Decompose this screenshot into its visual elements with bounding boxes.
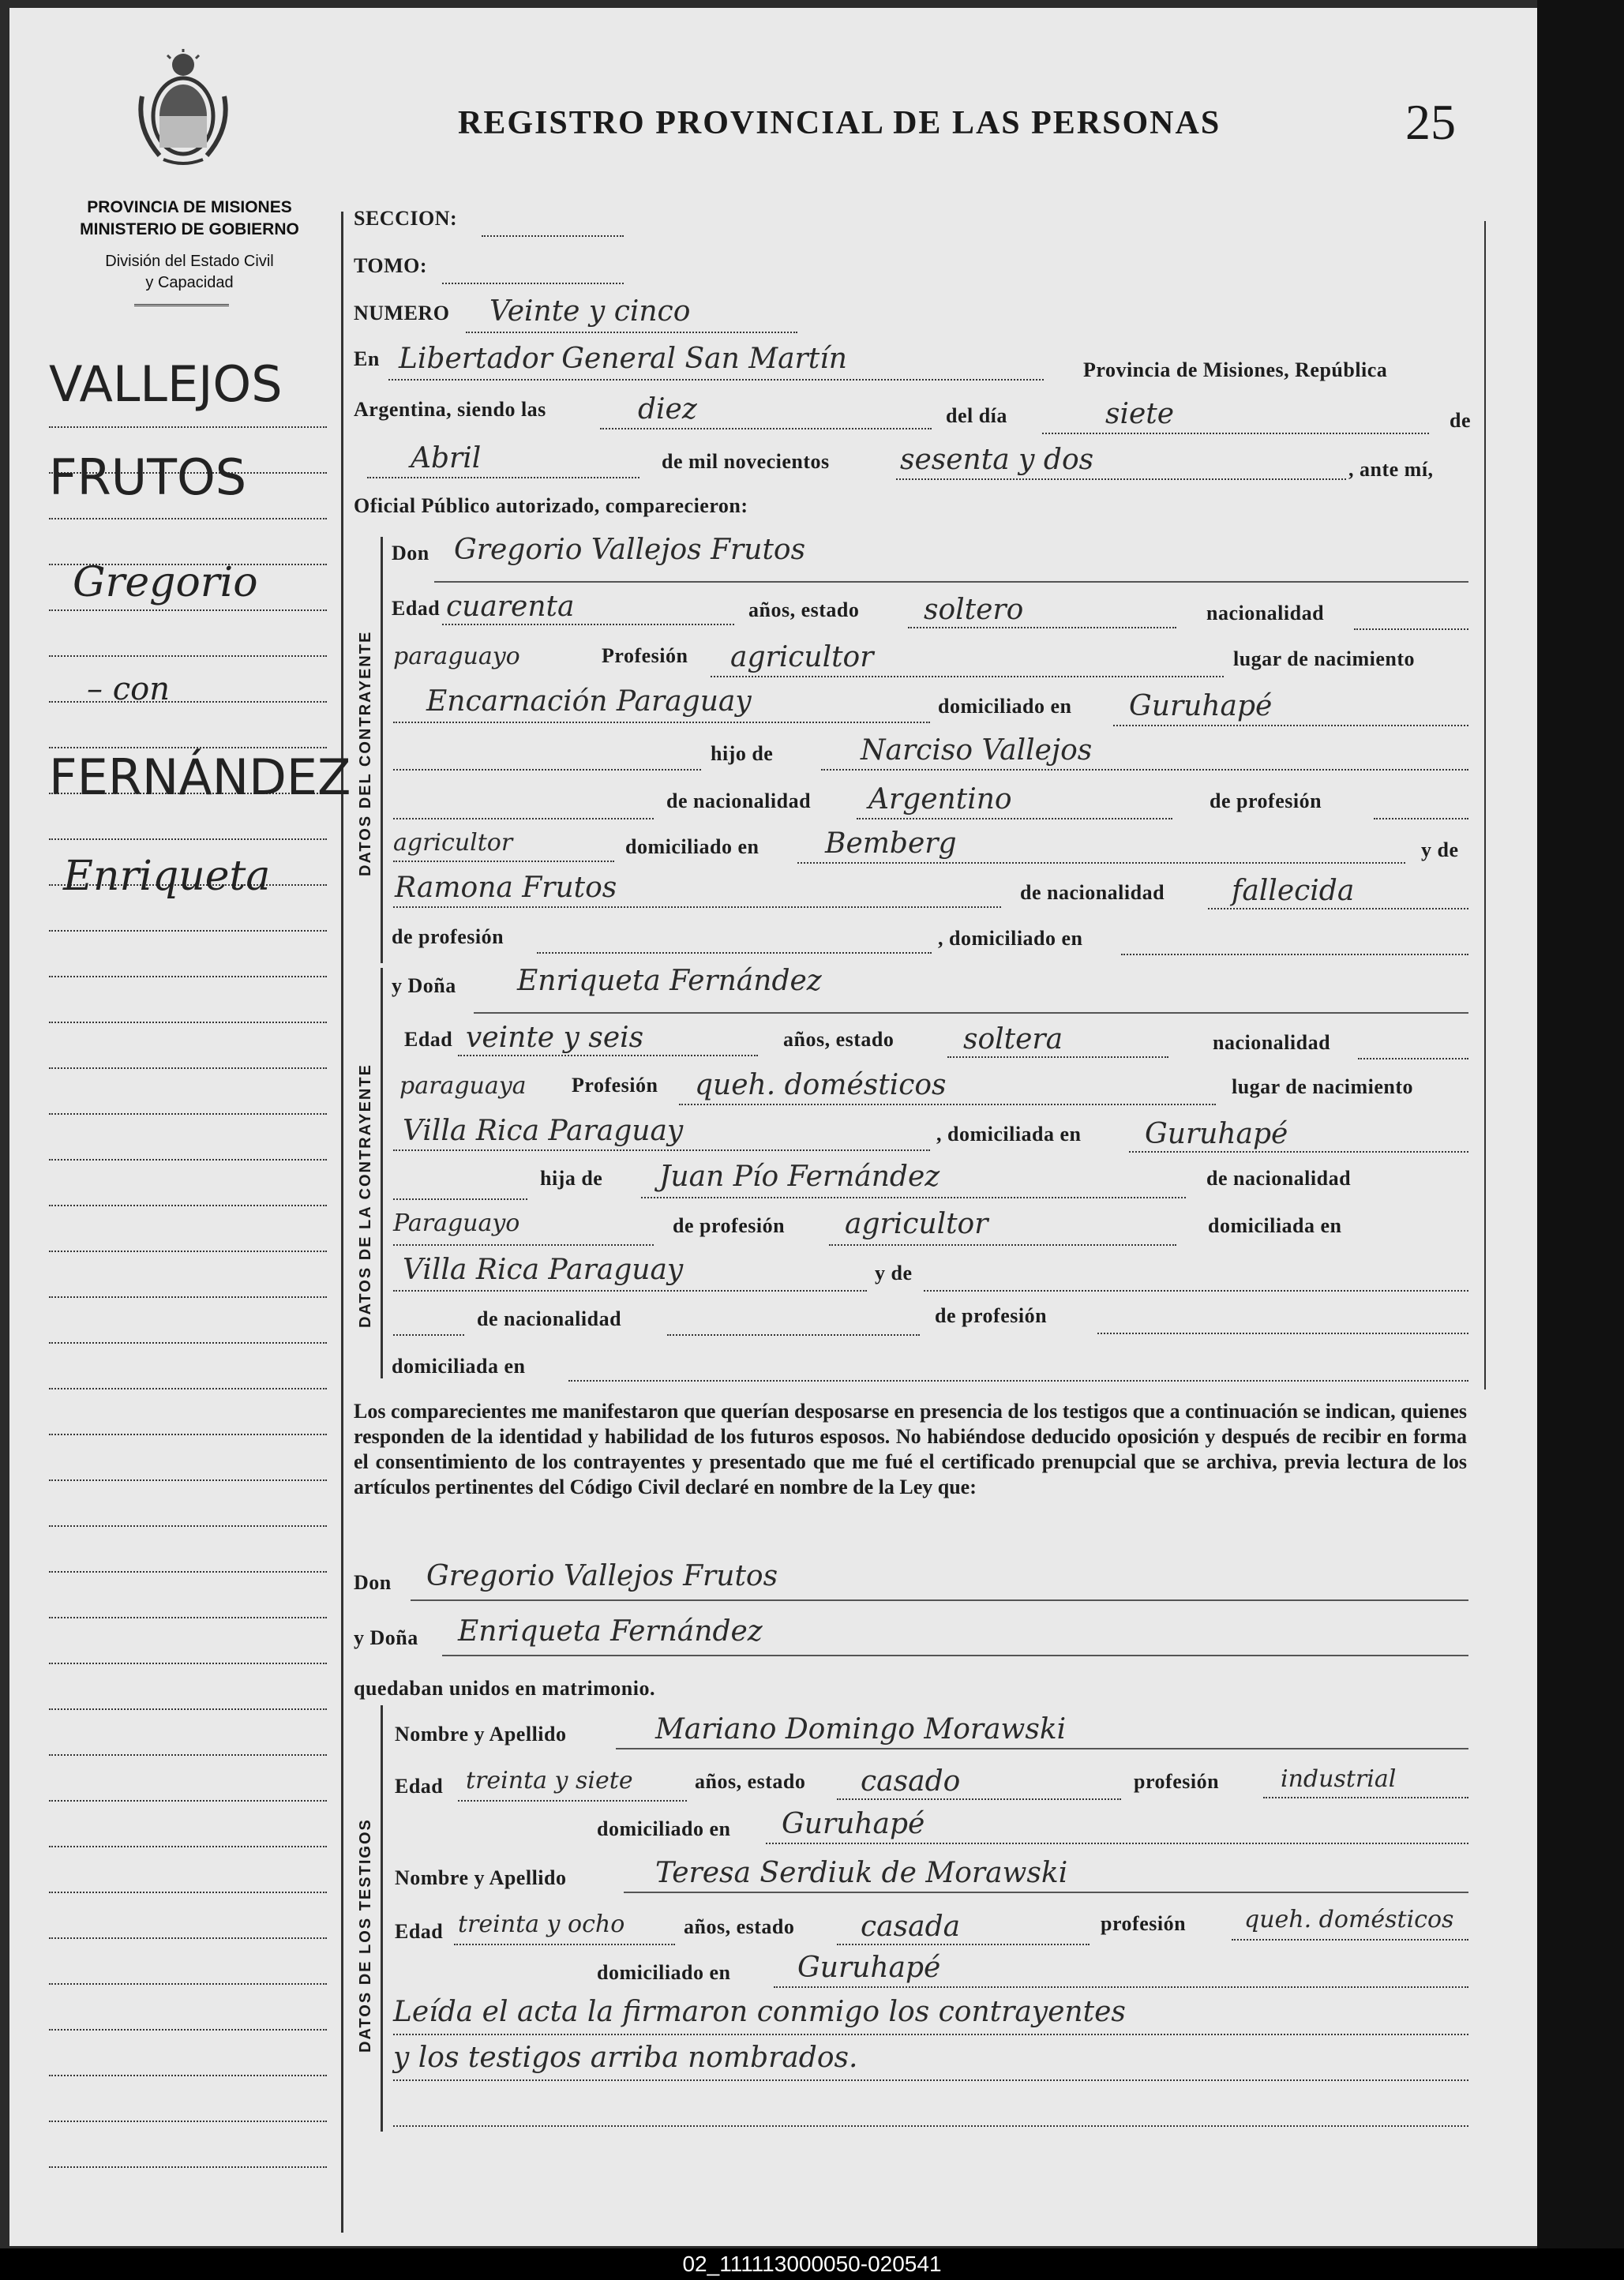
t2-anios-label: años, estado [684,1915,795,1938]
tomo-label: TOMO: [354,254,428,277]
margin-given-2: Enriqueta [63,853,271,900]
madre2-profesion-label: de profesión [935,1304,1048,1327]
t1-nombre: Mariano Domingo Morawski [655,1713,1067,1746]
madre2-nacionalidad-label: de nacionalidad [477,1307,622,1330]
padre2-dom-line [393,1290,867,1292]
padre2-prof-line [829,1244,1176,1246]
decl-dona-line [442,1655,1468,1656]
contrayente-nacionalidad: paraguayo [393,643,520,670]
madre-nac-line [1208,908,1468,909]
margin-rule [49,655,327,657]
margin-rule [49,1983,327,1985]
margin-rule [49,1846,327,1847]
t1-edad: treinta y siete [466,1767,633,1794]
padre-nacionalidad: Argentino [868,783,1012,816]
margin-rule [49,2029,327,2031]
edad-label: Edad [392,597,441,620]
nacionalidad-line [1354,628,1468,630]
t1-prof-line [1263,1797,1468,1798]
coat-of-arms-icon [136,49,231,167]
profesion-line [711,676,1224,677]
hijo-de-label: hijo de [711,742,774,765]
decl-don-value: Gregorio Vallejos Frutos [426,1560,778,1592]
margin-rule [49,976,327,977]
margin-rule [49,1663,327,1664]
contrayente-lugar: Encarnación Paraguay [426,685,752,718]
margin-rule [49,426,327,428]
margin-con: – con [87,671,170,707]
t2-domicilio: Guruhapé [797,1952,941,1984]
oficial-label: Oficial Público autorizado, comparecieron: [354,494,748,517]
mes-line [367,477,639,478]
edad-line [442,624,734,625]
contrayente-profesion: agricultor [730,641,874,673]
testigos-bracket [381,1705,383,2132]
t1-estado: casado [861,1765,961,1798]
hija-de-label: hija de [540,1167,603,1190]
margin-rule [49,609,327,611]
nacionalidad-line-2 [1358,1058,1468,1059]
t2-prof-line [1232,1939,1468,1941]
margin-given-1: Gregorio [73,559,258,606]
de-profesion-label: de profesión [1210,789,1322,812]
blank-line-3 [393,1198,527,1200]
capacidad-label: y Capacidad [145,274,234,291]
margin-surname-1: VALLEJOS [49,355,283,413]
t1-profesion: industrial [1281,1765,1397,1793]
margin-rule [49,1937,327,1939]
lugar-line [393,722,930,723]
contrayenta-bracket [381,968,383,1378]
de-nacionalidad-label: de nacionalidad [666,789,812,812]
contrayenta-profesion: queh. domésticos [695,1069,947,1101]
madre2-domiciliada-label: domiciliada en [392,1355,526,1378]
madre-prof-line [537,952,932,954]
padre-nac-line [857,818,1172,819]
hora-line [600,428,932,429]
anios-estado-label-2: años, estado [783,1028,895,1051]
padre2-domiciliada-label: domiciliada en [1208,1214,1342,1237]
t1-nombre-line [616,1748,1468,1749]
t2-domiciliado-label: domiciliado en [597,1961,731,1984]
contrayenta-padre: Juan Pío Fernández [659,1161,940,1193]
right-border [1484,221,1486,1389]
domiciliado-label: domiciliado en [938,695,1072,718]
domicilio-line-2 [1129,1151,1468,1153]
contrayenta-nacionalidad: paraguaya [399,1072,527,1100]
contrayente-padre: Narciso Vallejos [861,734,1093,767]
padre-prof-line [393,861,614,862]
margin-rule [49,1708,327,1710]
en-line [388,379,1044,381]
madre-dom-line [1121,954,1468,955]
estado-line-2 [947,1056,1168,1058]
blank-line-1 [393,769,701,771]
contrayenta-nombre: Enriqueta Fernández [517,965,822,997]
blank-line-2 [393,818,654,819]
division-label: División del Estado Civil [105,253,274,270]
madre2-nac-line [667,1334,920,1336]
contrayente-madre: Ramona Frutos [395,872,617,904]
margin-rule [49,1617,327,1618]
edad-label-2: Edad [404,1028,453,1051]
testigos-side-label: DATOS DE LOS TESTIGOS [357,1818,374,2053]
margin-rule [49,1342,327,1344]
numero-value: Veinte y cinco [489,295,691,328]
t2-profesion: queh. domésticos [1244,1906,1454,1933]
provincia-label: PROVINCIA DE MISIONES [87,198,292,216]
madre2-dom-line [568,1380,1468,1382]
don-label: Don [392,542,429,564]
profesion-label-2: Profesión [572,1074,658,1097]
cierre-rule-3 [393,2125,1468,2127]
seccion-label: SECCION: [354,207,458,230]
margin-rule [49,930,327,932]
seccion-line [482,235,624,237]
argentina-label: Argentina, siendo las [354,398,546,421]
madre-profesion-label: de profesión [392,925,504,948]
padre-line [821,769,1468,771]
t1-domiciliado-label: domiciliado en [597,1817,731,1840]
domicilio-line [1113,725,1468,726]
padre-domiciliado-label: domiciliado en [625,835,759,858]
t1-edad-line [458,1800,687,1802]
padre-dom-line [797,862,1405,864]
mes-value: Abril [411,442,482,474]
profesion-line-2 [679,1104,1216,1105]
t2-profesion-label: profesión [1101,1912,1187,1935]
margin-divider [341,212,343,2233]
padre2-profesion: agricultor [845,1208,988,1240]
margin-rule [49,838,327,840]
anio-value: sesenta y dos [900,444,1094,476]
cierre-rule-1 [393,2034,1468,2035]
t1-edad-label: Edad [395,1775,444,1798]
ministerio-label: MINISTERIO DE GOBIERNO [80,220,299,238]
contrayente-nombre-line [434,581,1468,583]
t1-domicilio: Guruhapé [782,1808,925,1840]
decl-don-line [411,1599,1468,1601]
margin-rule [49,1434,327,1435]
contrayenta-estado: soltera [963,1023,1063,1056]
padre-profesion: agricultor [393,829,513,857]
page-number: 25 [1405,94,1456,150]
en-value: Libertador General San Martín [399,343,847,375]
madre2-line [924,1290,1468,1292]
header-rule [134,304,229,306]
contrayenta-nombre-line [474,1012,1468,1014]
t2-nombre-label: Nombre y Apellido [395,1866,567,1889]
margin-rule [49,2075,327,2076]
dia-value: siete [1105,398,1175,430]
madre2-prof-line [1097,1333,1468,1334]
provincia-republica-label: Provincia de Misiones, República [1083,358,1388,381]
de-profesion-label-2: de profesión [673,1214,786,1237]
padre2-nacionalidad: Paraguayo [393,1209,520,1237]
decl-don-label: Don [354,1571,392,1594]
t1-anios-label: años, estado [695,1770,806,1793]
hora-value: diez [638,393,697,426]
t2-estado: casada [861,1911,961,1943]
margin-rule [49,1113,327,1115]
contrayenta-side-label: DATOS DE LA CONTRAYENTE [357,1063,374,1328]
quedaban-label: quedaban unidos en matrimonio. [354,1677,655,1700]
nacionalidad-label-2: nacionalidad [1213,1031,1331,1054]
profesion-label: Profesión [602,644,688,667]
numero-label: NUMERO [354,302,450,324]
y-de-label-2: y de [875,1262,913,1284]
numero-line [466,332,797,333]
contrayenta-edad: veinte y seis [466,1022,644,1054]
contrayente-bracket [381,537,383,963]
padre-line-2 [641,1197,1186,1198]
contrayente-edad: cuarenta [446,591,575,623]
de-label: de [1450,409,1471,432]
t2-edad-line [454,1944,675,1945]
decl-dona-value: Enriqueta Fernández [458,1615,763,1648]
madre-domiciliado-label: , domiciliado en [938,927,1083,950]
padre-domicilio: Bemberg [825,827,957,860]
t1-dom-line [766,1843,1468,1844]
margin-rule [49,1205,327,1206]
blank-line-4 [393,1334,464,1336]
contrayente-domicilio: Guruhapé [1129,690,1273,722]
tomo-line [442,283,624,284]
anios-estado-label: años, estado [748,598,860,621]
lugar-label-2: lugar de nacimiento [1232,1075,1414,1098]
margin-rule [49,1022,327,1023]
t2-dom-line [774,1986,1468,1988]
de-nacionalidad-label-2: de nacionalidad [1206,1167,1352,1190]
dona-label: y Doña [392,974,456,997]
cierre-line-1: Leída el acta la firmaron conmigo los contrayentes [393,1996,1126,2028]
contrayente-nombre: Gregorio Vallejos Frutos [454,534,806,566]
margin-rule [49,1754,327,1756]
lugar-label: lugar de nacimiento [1233,647,1416,670]
anio-line [896,478,1346,480]
margin-rule [49,518,327,519]
madre-line [393,906,1001,908]
padre2-domicilio: Villa Rica Paraguay [403,1254,684,1286]
margin-rule [49,1251,327,1252]
margin-rule [49,1067,327,1069]
padre2-nac-line [393,1244,654,1246]
margin-rule [49,1479,327,1481]
nacionalidad-label: nacionalidad [1206,602,1325,624]
contrayente-side-label: DATOS DEL CONTRAYENTE [357,630,374,876]
mil-label: de mil novecientos [662,450,830,473]
cierre-line-2: y los testigos arriba nombrados. [393,2042,858,2074]
margin-rule [49,1388,327,1389]
dia-label: del día [946,404,1007,427]
dia-line [1042,433,1429,434]
margin-surname-3: FERNÁNDEZ [49,748,351,806]
declaracion-text: Los comparecientes me manifestaron que querían desposarse en presencia de los testigos que a continuación se indican, quienes responden de la identidad y habilidad de los futuros esposos. No habiéndose deducido oposición y después de recibir en forma el consentimiento de los contrayentes y presentado que me fué el certificado prenupcial que se archiva, previa lectura de los artículos pertinentes del Código Civil declaré en nombre de la Ley que: [354,1400,1467,1498]
t2-nombre: Teresa Serdiuk de Morawski [655,1857,1068,1889]
decl-dona-label: y Doña [354,1626,418,1649]
madre-nacionalidad: fallecida [1232,875,1355,907]
estado-line [908,627,1176,628]
lugar-line-2 [393,1149,930,1151]
contrayenta-domicilio: Guruhapé [1145,1118,1288,1150]
y-de-label: y de [1421,838,1459,861]
t2-estado-line [837,1944,1090,1945]
t1-profesion-label: profesión [1134,1770,1220,1793]
en-label: En [354,347,380,370]
cierre-rule-2 [393,2079,1468,2081]
register-title: REGISTRO PROVINCIAL DE LAS PERSONAS [458,105,1221,141]
domiciliada-label: , domiciliada en [936,1123,1082,1146]
t2-edad: treinta y ocho [458,1911,625,1938]
margin-rule [49,1525,327,1527]
book-edge [1537,0,1624,2280]
margin-rule [49,1571,327,1573]
t1-estado-line [837,1798,1121,1800]
margin-rule [49,1800,327,1802]
margin-rule [49,1159,327,1161]
margin-surname-2: FRUTOS [49,448,247,506]
contrayente-estado: soltero [924,594,1024,626]
margin-rule [49,2166,327,2168]
de-prof-line [1374,818,1468,819]
ante-label: , ante mí, [1348,458,1434,481]
edad-line-2 [458,1055,758,1056]
margin-rule [49,1296,327,1298]
margin-rule [49,2121,327,2122]
margin-rule [49,1892,327,1893]
t1-nombre-label: Nombre y Apellido [395,1723,567,1746]
t2-edad-label: Edad [395,1920,444,1943]
t2-nombre-line [624,1892,1468,1893]
image-code: 02_111113000050-020541 [0,2248,1624,2280]
madre-nacionalidad-label: de nacionalidad [1020,881,1165,904]
contrayenta-lugar: Villa Rica Paraguay [403,1115,684,1147]
